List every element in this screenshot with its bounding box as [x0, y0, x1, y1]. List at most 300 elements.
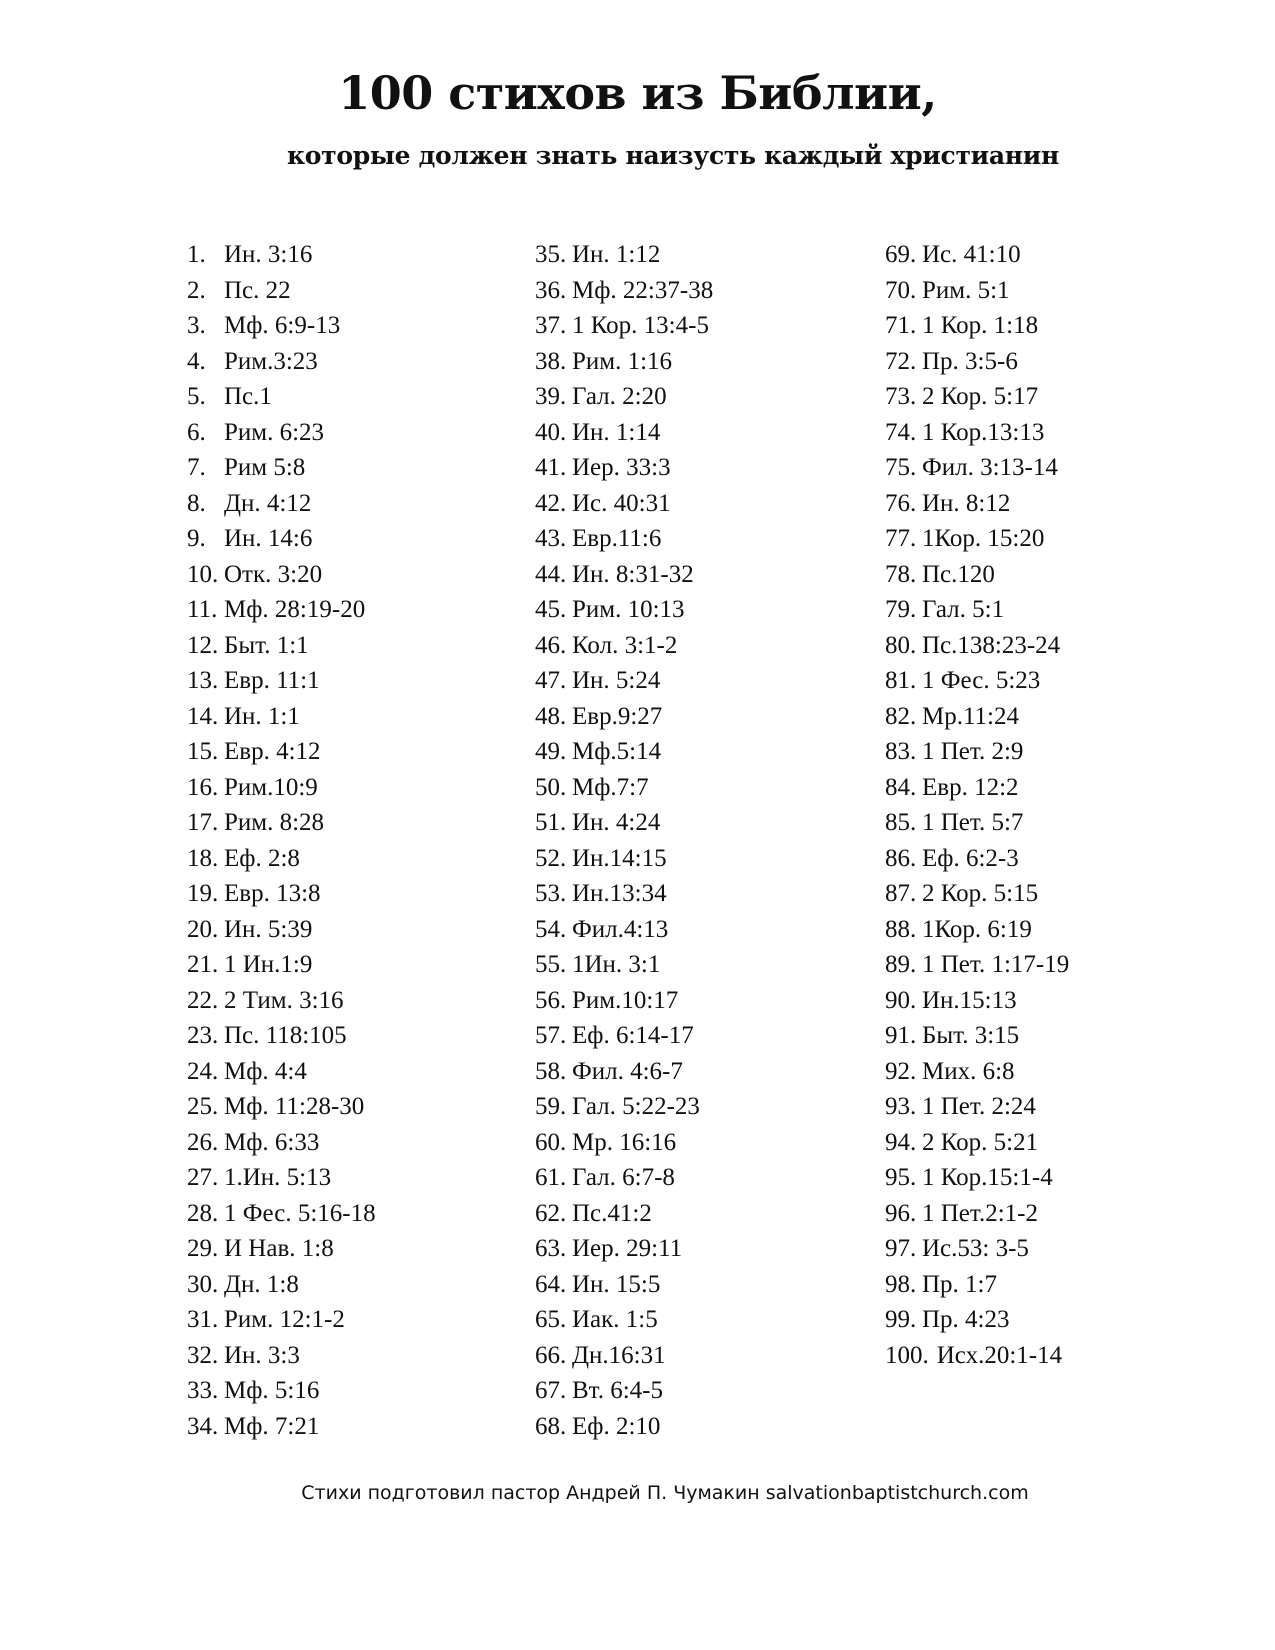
verse-reference: Иер. 33:3: [572, 454, 671, 481]
verse-item: [885, 273, 1069, 309]
verse-number: 31.: [187, 1306, 219, 1333]
verse-number: 3.: [187, 312, 206, 339]
verse-reference: Пс.138:23-24: [922, 631, 1061, 659]
verse-reference: Ис.53: 3-5: [922, 1235, 1029, 1262]
verse-number: 16.: [187, 773, 219, 801]
verse-item: [187, 308, 376, 344]
verse-item: [535, 1267, 713, 1303]
verse-item: [885, 1267, 1069, 1303]
verse-reference: Дн.16:31: [572, 1341, 666, 1369]
verse-number: 34.: [187, 1412, 219, 1440]
verse-number: 86.: [885, 844, 917, 872]
verse-item: [535, 663, 713, 699]
verse-number: 26.: [187, 1128, 219, 1156]
verse-item: [535, 273, 713, 309]
verse-item: [885, 947, 1069, 983]
verse-reference: Ин. 1:12: [572, 241, 661, 268]
verse-item: [885, 1231, 1069, 1267]
verse-reference: Ин.13:34: [572, 880, 667, 907]
verse-reference: Гал. 6:7-8: [572, 1164, 675, 1191]
verse-reference: Евр.9:27: [572, 702, 663, 730]
verse-reference: Пс.120: [922, 560, 995, 588]
verse-reference: Ин. 1:14: [572, 418, 661, 446]
verse-reference: Рим.10:17: [572, 986, 679, 1014]
verse-number: 44.: [535, 560, 567, 588]
verse-number: 84.: [885, 773, 917, 801]
verse-item: [187, 1302, 376, 1338]
verse-reference: Мф. 22:37-38: [572, 276, 714, 304]
verse-reference: Мф.7:7: [572, 773, 649, 801]
verse-item: [885, 876, 1069, 912]
verse-reference: 1 Пет. 5:7: [922, 809, 1024, 836]
verse-item: [535, 1018, 713, 1054]
verse-item: [187, 1267, 376, 1303]
verse-number: 67.: [535, 1377, 567, 1404]
verse-number: 51.: [535, 809, 567, 836]
verse-number: 47.: [535, 667, 567, 694]
verse-reference: Ин. 3:16: [224, 241, 313, 268]
verse-reference: Ис. 40:31: [572, 489, 671, 517]
verse-reference: Мф. 6:33: [224, 1128, 320, 1156]
verse-number: 96.: [885, 1199, 917, 1227]
verse-item: [885, 1125, 1069, 1161]
verse-item: [535, 734, 713, 770]
verse-reference: Рим. 12:1-2: [224, 1306, 345, 1333]
verse-item: [535, 1409, 713, 1445]
verse-item: [535, 1160, 713, 1196]
verse-number: 87.: [885, 880, 917, 907]
verse-item: [535, 1373, 713, 1409]
verse-reference: 2 Кор. 5:15: [922, 880, 1039, 907]
verse-item: [535, 450, 713, 486]
verse-number: 37.: [535, 312, 567, 339]
verse-item: [885, 841, 1069, 877]
verse-reference: Исх.20:1-14: [936, 1341, 1063, 1369]
verse-reference: Евр. 12:2: [922, 773, 1019, 801]
verse-reference: Мф. 5:16: [224, 1377, 320, 1404]
verse-number: 55.: [535, 951, 567, 978]
verse-item: [187, 1373, 376, 1409]
verse-reference: Рим. 5:1: [922, 276, 1010, 304]
verse-reference: Ин. 3:3: [224, 1341, 300, 1369]
verse-reference: 1.Ин. 5:13: [224, 1164, 332, 1191]
verse-item: [187, 1231, 376, 1267]
verse-reference: Иак. 1:5: [572, 1306, 658, 1333]
verse-number: 8.: [187, 489, 206, 517]
verse-item: [187, 557, 376, 593]
verse-number: 73.: [885, 383, 917, 410]
verse-reference: Ин. 4:24: [572, 809, 661, 836]
verse-item: [535, 1302, 713, 1338]
verse-number: 6.: [187, 418, 206, 446]
verse-number: 52.: [535, 844, 567, 872]
verse-reference: Гал. 2:20: [572, 383, 667, 410]
verse-number: 57.: [535, 1022, 567, 1049]
verse-item: [187, 486, 376, 522]
verse-reference: 1 Кор. 1:18: [922, 312, 1039, 339]
verse-number: 49.: [535, 738, 567, 765]
verse-number: 4.: [187, 347, 206, 375]
verse-reference: 1 Пет. 1:17-19: [922, 951, 1070, 978]
verse-item: [187, 663, 376, 699]
verse-item: [187, 947, 376, 983]
verse-number: 91.: [885, 1022, 917, 1049]
verse-item: [187, 1160, 376, 1196]
verse-number: 100.: [885, 1341, 929, 1369]
verse-number: 88.: [885, 915, 917, 943]
verse-reference: Еф. 2:10: [572, 1412, 661, 1440]
verse-number: 79.: [885, 596, 917, 623]
verse-item: [885, 237, 1069, 273]
verse-reference: И Нав. 1:8: [224, 1235, 334, 1262]
verse-reference: 2 Кор. 5:17: [922, 383, 1039, 410]
verse-item: [885, 450, 1069, 486]
verse-reference: Евр. 4:12: [224, 738, 321, 765]
verse-number: 17.: [187, 809, 219, 836]
verse-number: 54.: [535, 915, 567, 943]
verse-reference: Рим. 1:16: [572, 347, 673, 375]
verse-item: [187, 770, 376, 806]
verse-item: [535, 628, 713, 664]
verse-reference: Мф. 4:4: [224, 1057, 307, 1085]
verse-reference: Рим. 8:28: [224, 809, 325, 836]
verse-number: 18.: [187, 844, 219, 872]
verse-reference: Быт. 3:15: [922, 1022, 1020, 1049]
verse-number: 23.: [187, 1022, 219, 1049]
verse-number: 56.: [535, 986, 567, 1014]
verse-reference: Рим.10:9: [224, 773, 318, 801]
verse-number: 19.: [187, 880, 219, 907]
verse-item: [885, 1302, 1069, 1338]
verse-number: 68.: [535, 1412, 567, 1440]
verse-number: 14.: [187, 702, 219, 730]
verse-number: 82.: [885, 702, 917, 730]
verse-reference: 1 Фес. 5:23: [922, 667, 1041, 694]
verse-reference: Мф.5:14: [572, 738, 662, 765]
verse-reference: 1 Кор. 13:4-5: [572, 312, 709, 339]
verse-item: [885, 592, 1069, 628]
verse-item: [187, 592, 376, 628]
verse-item: [187, 521, 376, 557]
verse-reference: 1 Пет.2:1-2: [922, 1199, 1038, 1227]
verse-item: [187, 1089, 376, 1125]
verse-reference: 1 Ин.1:9: [224, 951, 313, 978]
verse-number: 39.: [535, 383, 567, 410]
verse-reference: Ин. 15:5: [572, 1270, 661, 1298]
verse-number: 7.: [187, 454, 206, 481]
verse-item: [187, 415, 376, 451]
verse-number: 13.: [187, 667, 219, 694]
verse-item: [535, 1231, 713, 1267]
verse-number: 36.: [535, 276, 567, 304]
verse-number: 15.: [187, 738, 219, 765]
verse-number: 2.: [187, 276, 206, 304]
verse-item: [187, 344, 376, 380]
verse-item: [187, 876, 376, 912]
verse-item: [535, 983, 713, 1019]
verse-reference: Рим.3:23: [224, 347, 318, 375]
verse-reference: Мф. 11:28-30: [224, 1093, 365, 1120]
verse-reference: 1 Фес. 5:16-18: [224, 1199, 376, 1227]
verse-number: 42.: [535, 489, 567, 517]
verse-reference: Ин. 14:6: [224, 525, 313, 552]
verse-number: 66.: [535, 1341, 567, 1369]
verse-reference: Дн. 4:12: [224, 489, 312, 517]
verse-number: 9.: [187, 525, 206, 552]
verse-item: [187, 841, 376, 877]
verse-item: [885, 1196, 1069, 1232]
verse-item: [535, 1125, 713, 1161]
verse-reference: Мих. 6:8: [922, 1057, 1015, 1085]
verse-reference: Рим 5:8: [224, 454, 306, 481]
verse-reference: Кол. 3:1-2: [572, 631, 678, 659]
verse-reference: Фил. 3:13-14: [922, 454, 1058, 481]
verse-number: 80.: [885, 631, 917, 659]
verse-item: [187, 1338, 376, 1374]
verse-reference: Пр. 3:5-6: [922, 347, 1018, 375]
verse-number: 22.: [187, 986, 219, 1014]
verse-reference: Ин. 8:31-32: [572, 560, 694, 588]
verse-number: 92.: [885, 1057, 917, 1085]
verse-item: [535, 557, 713, 593]
verse-item: [885, 557, 1069, 593]
verse-number: 59.: [535, 1093, 567, 1120]
verse-reference: Гал. 5:1: [922, 596, 1005, 623]
verse-number: 69.: [885, 241, 917, 268]
verse-column-2: [535, 237, 713, 1444]
verse-reference: Еф. 2:8: [224, 844, 300, 872]
verse-reference: Мф. 28:19-20: [224, 596, 366, 623]
verse-reference: Дн. 1:8: [224, 1270, 299, 1298]
verse-reference: Мф. 6:9-13: [224, 312, 341, 339]
verse-number: 5.: [187, 383, 206, 410]
verse-item: [187, 237, 376, 273]
verse-number: 72.: [885, 347, 917, 375]
verse-number: 81.: [885, 667, 917, 694]
verse-number: 40.: [535, 418, 567, 446]
verse-item: [535, 912, 713, 948]
verse-number: 46.: [535, 631, 567, 659]
verse-number: 53.: [535, 880, 567, 907]
verse-item: [187, 912, 376, 948]
verse-reference: Мр. 16:16: [572, 1128, 677, 1156]
verse-item: [885, 1054, 1069, 1090]
verse-number: 98.: [885, 1270, 917, 1298]
verse-reference: 1 Кор.13:13: [922, 418, 1045, 446]
verse-item: [535, 1089, 713, 1125]
verse-number: 61.: [535, 1164, 567, 1191]
verse-reference: 2 Кор. 5:21: [922, 1128, 1039, 1156]
verse-item: [535, 1338, 713, 1374]
verse-reference: 1 Пет. 2:9: [922, 738, 1024, 765]
verse-item: [187, 734, 376, 770]
verse-item: [885, 734, 1069, 770]
verse-item: [187, 983, 376, 1019]
verse-item: [535, 947, 713, 983]
verse-number: 24.: [187, 1057, 219, 1085]
verse-number: 78.: [885, 560, 917, 588]
verse-item: [187, 379, 376, 415]
verse-item: [885, 1160, 1069, 1196]
verse-item: [535, 699, 713, 735]
verse-number: 89.: [885, 951, 917, 978]
verse-number: 76.: [885, 489, 917, 517]
verse-number: 93.: [885, 1093, 917, 1120]
verse-number: 21.: [187, 951, 219, 978]
verse-reference: Ин. 5:24: [572, 667, 661, 694]
verse-item: [535, 876, 713, 912]
verse-number: 58.: [535, 1057, 567, 1085]
verse-reference: 1Кор. 6:19: [922, 915, 1032, 943]
verse-item: [535, 415, 713, 451]
verse-reference: Гал. 5:22-23: [572, 1093, 700, 1120]
verse-number: 60.: [535, 1128, 567, 1156]
verse-reference: Вт. 6:4-5: [572, 1377, 663, 1404]
verse-reference: 1Ин. 3:1: [572, 951, 661, 978]
verse-reference: Мр.11:24: [922, 702, 1019, 730]
verse-item: [187, 699, 376, 735]
verse-number: 75.: [885, 454, 917, 481]
verse-item: [535, 521, 713, 557]
verse-item: [187, 450, 376, 486]
verse-item: [535, 770, 713, 806]
verse-number: 20.: [187, 915, 219, 943]
verse-item: [535, 237, 713, 273]
verse-number: 83.: [885, 738, 917, 765]
verse-item: [885, 770, 1069, 806]
verse-item: [187, 1018, 376, 1054]
verse-reference: Пр. 1:7: [922, 1270, 997, 1298]
verse-item: [885, 983, 1069, 1019]
verse-item: [535, 344, 713, 380]
verse-reference: Еф. 6:2-3: [922, 844, 1019, 872]
verse-number: 10.: [187, 560, 219, 588]
verse-number: 97.: [885, 1235, 917, 1262]
verse-item: [885, 1338, 1069, 1374]
verse-item: [535, 1054, 713, 1090]
verse-reference: Фил.4:13: [572, 915, 669, 943]
verse-item: [187, 805, 376, 841]
verse-item: [535, 841, 713, 877]
verse-reference: Евр. 13:8: [224, 880, 321, 907]
verse-item: [885, 1089, 1069, 1125]
verse-reference: Иер. 29:11: [572, 1235, 683, 1262]
verse-item: [187, 628, 376, 664]
verse-number: 45.: [535, 596, 567, 623]
verse-item: [535, 805, 713, 841]
verse-item: [535, 379, 713, 415]
verse-item: [885, 699, 1069, 735]
verse-reference: Еф. 6:14-17: [572, 1022, 694, 1049]
verse-number: 65.: [535, 1306, 567, 1333]
verse-reference: 1 Пет. 2:24: [922, 1093, 1036, 1120]
verse-item: [885, 415, 1069, 451]
verse-number: 28.: [187, 1199, 219, 1227]
verse-reference: Пс. 22: [224, 276, 291, 304]
verse-item: [885, 308, 1069, 344]
verse-number: 1.: [187, 241, 206, 268]
verse-reference: Евр. 11:1: [224, 667, 320, 694]
verse-number: 29.: [187, 1235, 219, 1262]
verse-reference: 1 Кор.15:1-4: [922, 1164, 1053, 1191]
verse-number: 32.: [187, 1341, 219, 1369]
verse-item: [187, 273, 376, 309]
verse-reference: Ин. 5:39: [224, 915, 313, 943]
verse-reference: Мф. 7:21: [224, 1412, 320, 1440]
verse-reference: Быт. 1:1: [224, 631, 309, 659]
verse-reference: Ис. 41:10: [922, 241, 1021, 268]
verse-reference: Пс. 118:105: [224, 1022, 347, 1049]
verse-column-3: [885, 237, 1069, 1373]
verse-reference: Отк. 3:20: [224, 560, 323, 588]
verse-reference: Ин. 1:1: [224, 702, 300, 730]
verse-number: 90.: [885, 986, 917, 1014]
verse-reference: Пр. 4:23: [922, 1306, 1010, 1333]
verse-item: [535, 1196, 713, 1232]
verse-column-1: [187, 237, 376, 1444]
verse-number: 94.: [885, 1128, 917, 1156]
verse-number: 77.: [885, 525, 917, 552]
verse-item: [885, 628, 1069, 664]
verse-number: 62.: [535, 1199, 567, 1227]
verse-reference: Фил. 4:6-7: [572, 1057, 683, 1085]
verse-item: [535, 486, 713, 522]
page-title: 100 стихов из Библии,: [338, 66, 937, 120]
verse-item: [885, 521, 1069, 557]
verse-item: [187, 1196, 376, 1232]
verse-item: [187, 1054, 376, 1090]
verse-item: [885, 379, 1069, 415]
verse-number: 74.: [885, 418, 917, 446]
verse-reference: Ин.15:13: [922, 986, 1017, 1014]
verse-reference: Рим. 6:23: [224, 418, 325, 446]
verse-number: 38.: [535, 347, 567, 375]
verse-number: 64.: [535, 1270, 567, 1298]
verse-item: [535, 308, 713, 344]
verse-item: [885, 912, 1069, 948]
verse-number: 27.: [187, 1164, 219, 1191]
verse-item: [885, 805, 1069, 841]
verse-item: [885, 1018, 1069, 1054]
verse-item: [187, 1409, 376, 1445]
verse-number: 99.: [885, 1306, 917, 1333]
verse-item: [885, 344, 1069, 380]
verse-item: [885, 663, 1069, 699]
verse-reference: Ин.14:15: [572, 844, 667, 872]
verse-number: 71.: [885, 312, 917, 339]
verse-number: 35.: [535, 241, 567, 268]
verse-reference: 1Кор. 15:20: [922, 525, 1045, 552]
verse-number: 70.: [885, 276, 917, 304]
verse-number: 25.: [187, 1093, 219, 1120]
verse-number: 50.: [535, 773, 567, 801]
verse-item: [535, 592, 713, 628]
verse-reference: Евр.11:6: [572, 525, 662, 552]
page-subtitle: которые должен знать наизусть каждый христианин: [287, 141, 1060, 170]
verse-number: 43.: [535, 525, 567, 552]
verse-number: 12.: [187, 631, 219, 659]
verse-number: 95.: [885, 1164, 917, 1191]
verse-number: 30.: [187, 1270, 219, 1298]
verse-number: 48.: [535, 702, 567, 730]
verse-number: 33.: [187, 1377, 219, 1404]
verse-item: [885, 486, 1069, 522]
verse-reference: Пс.1: [224, 383, 272, 410]
verse-number: 41.: [535, 454, 567, 481]
verse-reference: 2 Тим. 3:16: [224, 986, 344, 1014]
verse-number: 85.: [885, 809, 917, 836]
verse-reference: Рим. 10:13: [572, 596, 685, 623]
